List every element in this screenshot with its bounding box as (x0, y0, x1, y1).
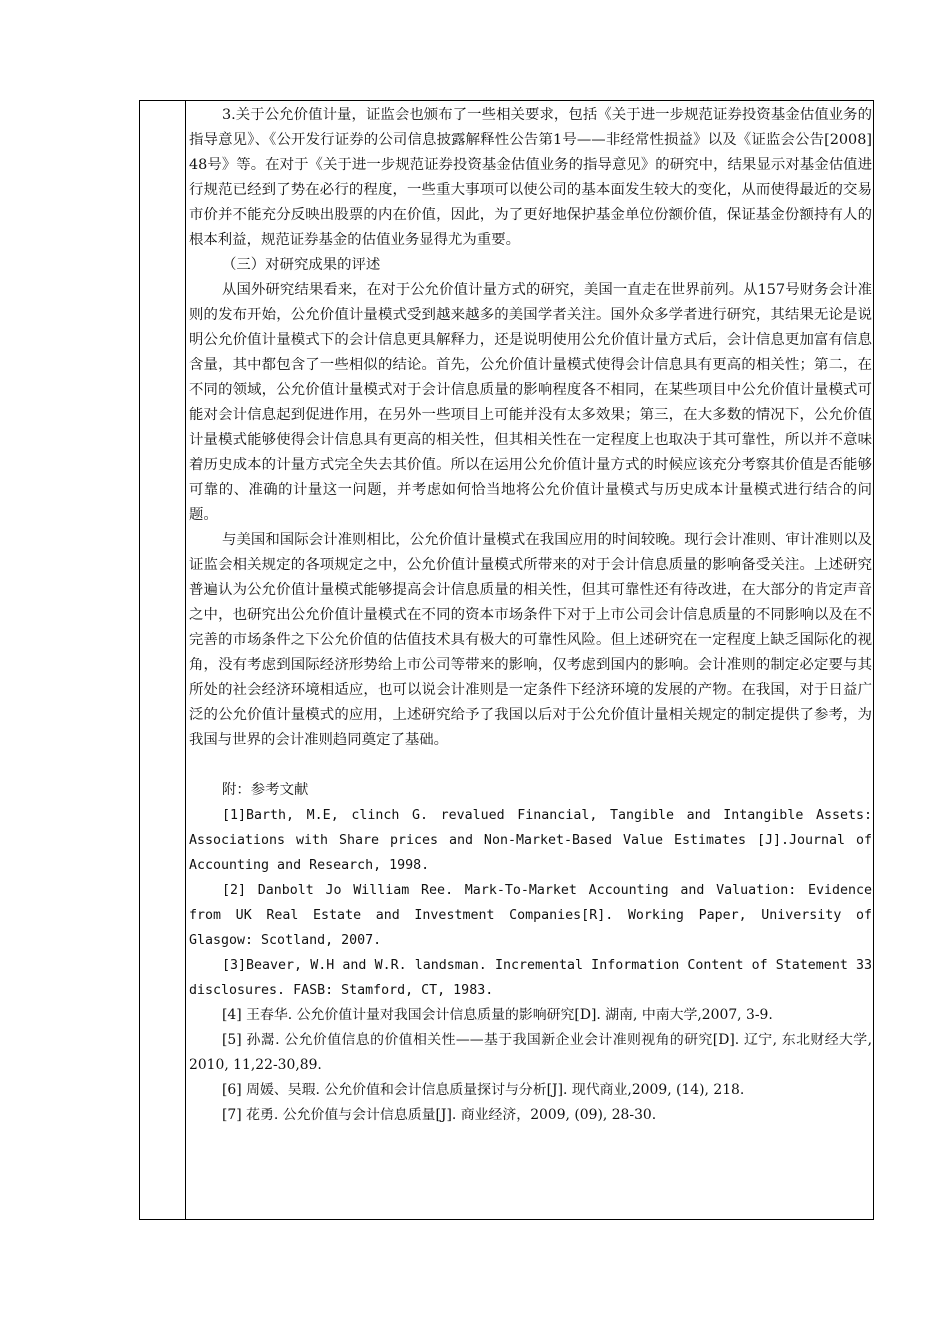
reference-item: [3]Beaver, W.H and W.R. landsman. Incremental Information Content of Statement 33 disclosures. FASB: Stamford, CT, 1983. (189, 958, 872, 998)
reference-item: [1]Barth, M.E, clinch G. revalued Financial, Tangible and Intangible Assets: Associations with Share prices and Non-Market-Based Value Estimates [J].Journal of Accounting and Research, 1998. (189, 808, 872, 873)
section-heading: （三）对研究成果的评述 (222, 257, 381, 273)
content-cell (189, 103, 872, 1128)
regulation-paragraph: 3.关于公允价值计量，证监会也颁布了一些相关要求，包括《关于进一步规范证券投资基金估值业务的指导意见》、《公开发行证券的公司信息披露解释性公告第1号——非经常性损益》以及《证监会公告[2008]48号》等。在对于《关于进一步规范证券投资基金估值业务的指导意见》的研究中，结果显示对基金估值进行规范已经到了势在必行的程度，一些重大事项可以使公司的基本面发生较大的变化，从而使得最近的交易市价并不能充分反映出股票的内在价值，因此，为了更好地保护基金单位份额价值，保证基金份额持有人的根本利益，规范证券基金的估值业务显得尤为重要。 (189, 107, 872, 248)
reference-item: [7] 花勇. 公允价值与会计信息质量[J]. 商业经济，2009, (09), 28-30. (222, 1107, 657, 1123)
spacer (189, 753, 872, 778)
document-table (139, 100, 874, 1220)
domestic-research-paragraph: 与美国和国际会计准则相比，公允价值计量模式在我国应用的时间较晚。现行会计准则、审计准则以及证监会相关规定的各项规定之中，公允价值计量模式所带来的对于会计信息质量的影响备受关注。上述研究普遍认为公允价值计量模式能够提高会计信息质量的相关性，但其可靠性还有待改进，在大部分的肯定声音之中，也研究出公允价值计量模式在不同的资本市场条件下对于上市公司会计信息质量的不同影响以及在不完善的市场条件之下公允价值的估值技术具有极大的可靠性风险。但上述研究在一定程度上缺乏国际化的视角，没有考虑到国际经济形势给上市公司等带来的影响，仅考虑到国内的影响。会计准则的制定必定要与其所处的社会经济环境相适应，也可以说会计准则是一定条件下经济环境的发展的产物。在我国，对于日益广泛的公允价值计量模式的应用，上述研究给予了我国以后对于公允价值计量相关规定的制定提供了参考，为我国与世界的会计准则趋同奠定了基础。 (189, 532, 872, 748)
references-heading: 附：参考文献 (222, 782, 309, 798)
reference-item: [4] 王春华. 公允价值计量对我国会计信息质量的影响研究[D]. 湖南, 中南大学,2007, 3-9. (222, 1007, 773, 1023)
foreign-research-paragraph: 从国外研究结果看来，在对于公允价值计量方式的研究，美国一直走在世界前列。从157号财务会计准则的发布开始，公允价值计量模式受到越来越多的美国学者关注。国外众多学者进行研究，其结果无论是说明公允价值计量模式下的会计信息更具解释力，还是说明使用公允价值计量方式后，会计信息更加富有信息含量，其中都包含了一些相似的结论。首先，公允价值计量模式使得会计信息具有更高的相关性；第二，在不同的领域，公允价值计量模式对于会计信息质量的影响程度各不相同，在某些项目中公允价值计量模式可能对会计信息起到促进作用，在另外一些项目上可能并没有太多效果；第三，在大多数的情况下，公允价值计量模式能够使得会计信息具有更高的相关性，但其相关性在一定程度上也取决于其可靠性，所以并不意味着历史成本的计量方式完全失去其价值。所以在运用公允价值计量方式的时候应该充分考察其价值是否能够可靠的、准确的计量这一问题，并考虑如何恰当地将公允价值计量模式与历史成本计量模式进行结合的问题。 (189, 282, 872, 523)
reference-item: [2] Danbolt Jo William Ree. Mark-To-Market Accounting and Valuation: Evidence from UK Real Estate and Investment Companies[R]. Working Paper, University of Glasgow: Scotland, 2007. (189, 883, 872, 948)
reference-item: [5] 孙翯. 公允价值信息的价值相关性——基于我国新企业会计准则视角的研究[D]. 辽宁, 东北财经大学, 2010, 11,22-30,89. (189, 1032, 872, 1073)
label-column (140, 101, 186, 1219)
reference-item: [6] 周媛、吴瑕. 公允价值和会计信息质量探讨与分析[J]. 现代商业,2009, (14), 218. (222, 1082, 745, 1098)
